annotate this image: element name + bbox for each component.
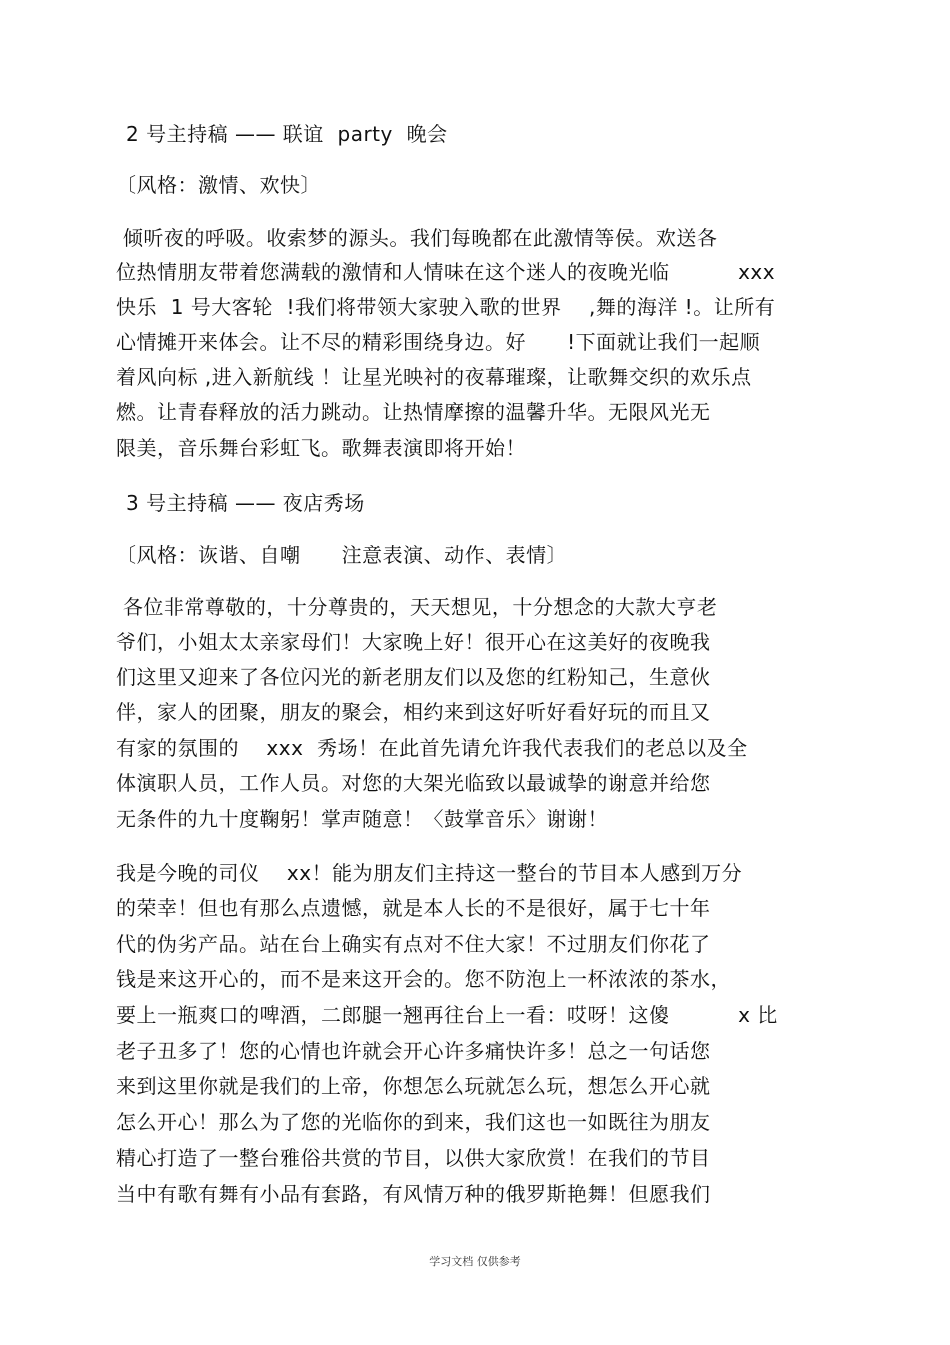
text-line: 怎么开心！那么为了您的光临你的到来，我们这也一如既往为朋友 [116, 1110, 711, 1134]
text-line: 当中有歌有舞有小品有套路，有风情万种的俄罗斯艳舞！但愿我们 [116, 1182, 711, 1206]
text-line: 有家的氛围的 xxx 秀场！在此首先请允许我代表我们的老总以及全 [116, 736, 748, 760]
text-line: 伴，家人的团聚，朋友的聚会，相约来到这好听好看好玩的而且又 [116, 700, 711, 724]
text-line: 的荣幸！但也有那么点遗憾，就是本人长的不是很好，属于七十年 [116, 896, 711, 920]
text-line: 们这里又迎来了各位闪光的新老朋友们以及您的红粉知己，生意伙 [116, 665, 711, 689]
text-line: 着风向标 ,进入新航线 ！让星光映衬的夜幕璀璨，让歌舞交织的欢乐点 [116, 365, 752, 389]
page-footer: 学习文档 仅供参考 [429, 1255, 521, 1268]
text-line: 体演职人员，工作人员。对您的大架光临致以最诚挚的谢意并给您 [116, 771, 711, 795]
text-line: 我是今晚的司仪 xx！能为朋友们主持这一整台的节目本人感到万分 [116, 861, 743, 885]
text-line: 燃。让青春释放的活力跳动。让热情摩擦的温馨升华。无限风光无 [116, 400, 711, 424]
text-line: 来到这里你就是我们的上帝，你想怎么玩就怎么玩，想怎么开心就 [116, 1074, 711, 1098]
text-line: 代的伪劣产品。站在台上确实有点对不住大家！不过朋友们你花了 [116, 932, 711, 956]
text-line: 各位非常尊敬的，十分尊贵的，天天想见，十分想念的大款大亨老 [116, 595, 718, 619]
section2-style-note: 〔风格：激情、欢快〕 [116, 173, 321, 197]
text-line: 精心打造了一整台雅俗共赏的节目，以供大家欣赏！在我们的节目 [116, 1146, 711, 1170]
text-line: 钱是来这开心的，而不是来这开会的。您不防泡上一杯浓浓的茶水， [116, 967, 731, 991]
section3-title: 3 号主持稿 —— 夜店秀场 [126, 491, 365, 515]
text-line: 心情摊开来体会。让不尽的精彩围绕身边。好 !下面就让我们一起顺 [116, 330, 761, 354]
text-line: 爷们，小姐太太亲家母们！大家晚上好！很开心在这美好的夜晚我 [116, 630, 711, 654]
text-line: 无条件的九十度鞠躬！掌声随意！〈鼓掌音乐〉谢谢！ [116, 807, 608, 831]
text-line: 要上一瓶爽口的啤酒，二郎腿一翘再往台上一看：哎呀！这傻 x 比 [116, 1003, 778, 1027]
text-line: 倾听夜的呼吸。收索梦的源头。我们每晚都在此激情等侯。欢送各 [116, 226, 718, 250]
text-line: 位热情朋友带着您满载的激情和人情味在这个迷人的夜晚光临 xxx [116, 260, 776, 284]
text-line: 老子丑多了！您的心情也许就会开心许多痛快许多！总之一句话您 [116, 1039, 711, 1063]
text-line: 快乐 1 号大客轮 !我们将带领大家驶入歌的世界 ,舞的海洋 !。让所有 [116, 295, 776, 319]
section2-title: 2 号主持稿 —— 联谊 party 晚会 [126, 122, 448, 146]
text-line: 限美，音乐舞台彩虹飞。歌舞表演即将开始！ [116, 436, 526, 460]
section3-style-note: 〔风格：诙谐、自嘲 注意表演、动作、表情〕 [116, 543, 568, 567]
